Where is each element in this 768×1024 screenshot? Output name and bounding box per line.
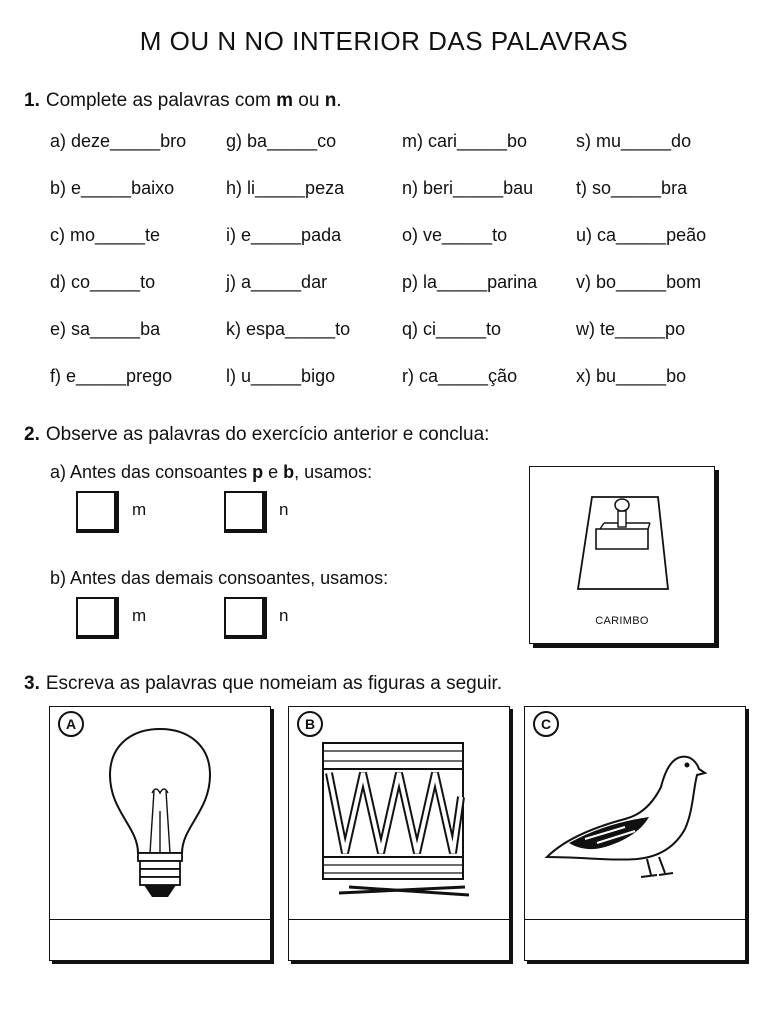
word-item[interactable]: i) e_____pada (226, 225, 342, 245)
figure-c-badge: C (533, 711, 559, 737)
question-3-number: 3. (24, 673, 40, 694)
figure-c-answer-field[interactable] (525, 919, 745, 960)
question-2a-text (50, 462, 372, 483)
checkbox-2b-m[interactable] (76, 597, 119, 639)
word-item[interactable]: d) co_____to (50, 272, 156, 292)
drum-icon (289, 707, 509, 920)
letter-b: b (283, 462, 295, 482)
checkbox-2a-m[interactable] (76, 491, 119, 533)
light-bulb-icon (50, 707, 270, 920)
word-item[interactable]: r) ca_____ção (402, 366, 518, 386)
figure-c-card (524, 706, 746, 961)
question-1-text: Complete as palavras com (45, 90, 277, 111)
question-2a-after: , usamos: (294, 462, 373, 482)
word-item[interactable]: n) beri_____bau (402, 178, 534, 198)
question-2b-text: b) Antes das demais consoantes, usamos: (50, 568, 389, 588)
checkbox-2a-n[interactable] (224, 491, 267, 533)
word-item[interactable]: j) a_____dar (226, 272, 328, 292)
word-item[interactable]: v) bo_____bom (576, 272, 702, 292)
question-3-heading (24, 673, 502, 695)
letter-n: n (324, 90, 337, 111)
option-2b-n-label: n (279, 606, 289, 625)
page-title: M OU N NO INTERIOR DAS PALAVRAS (139, 26, 629, 56)
word-item[interactable]: c) mo_____te (50, 225, 161, 245)
question-1-heading (24, 90, 342, 112)
picture-label: CARIMBO (595, 615, 649, 627)
word-item[interactable]: t) so_____bra (576, 178, 688, 198)
question-1-or: ou (292, 90, 325, 111)
question-1-period: . (336, 90, 342, 111)
word-item[interactable]: p) la_____parina (402, 272, 538, 292)
question-2a-before: a) Antes das consoantes (50, 462, 253, 482)
word-item[interactable]: k) espa_____to (226, 319, 351, 339)
word-item[interactable]: a) deze_____bro (50, 131, 187, 151)
pigeon-icon (525, 707, 745, 920)
word-item[interactable]: g) ba_____co (226, 131, 337, 151)
checkbox-2b-n[interactable] (224, 597, 267, 639)
stamp-picture-box (529, 466, 715, 644)
option-2a-n-label: n (279, 500, 289, 519)
question-2a-and: e (263, 462, 284, 482)
word-item[interactable]: l) u_____bigo (226, 366, 336, 386)
word-item[interactable]: f) e_____prego (50, 366, 173, 386)
word-item[interactable]: q) ci_____to (402, 319, 502, 339)
question-3-text: Escreva as palavras que nomeiam as figuras a seguir. (45, 673, 503, 694)
word-item[interactable]: b) e_____baixo (50, 178, 175, 198)
word-item[interactable]: u) ca_____peão (576, 225, 707, 245)
word-item[interactable]: e) sa_____ba (50, 319, 161, 339)
word-item[interactable]: s) mu_____do (576, 131, 692, 151)
question-2-text: Observe as palavras do exercício anterior e conclua: (45, 424, 490, 445)
option-2a-m-label: m (132, 500, 147, 519)
figure-a-answer-field[interactable] (50, 919, 270, 960)
figure-b-card (288, 706, 510, 961)
word-item[interactable]: o) ve_____to (402, 225, 508, 245)
question-2-heading (24, 424, 489, 446)
figure-b-badge: B (297, 711, 323, 737)
word-item[interactable]: w) te_____po (576, 319, 686, 339)
word-item[interactable]: m) cari_____bo (402, 131, 528, 151)
figure-b-answer-field[interactable] (289, 919, 509, 960)
option-2b-m-label: m (132, 606, 147, 625)
question-2-number: 2. (24, 424, 40, 445)
word-item[interactable]: h) li_____peza (226, 178, 345, 198)
word-completion-grid (50, 128, 750, 410)
letter-m: m (276, 90, 293, 111)
question-1-number: 1. (24, 90, 40, 111)
word-item[interactable]: x) bu_____bo (576, 366, 687, 386)
letter-p: p (252, 462, 264, 482)
figure-a-card (49, 706, 271, 961)
figure-a-badge: A (58, 711, 84, 737)
